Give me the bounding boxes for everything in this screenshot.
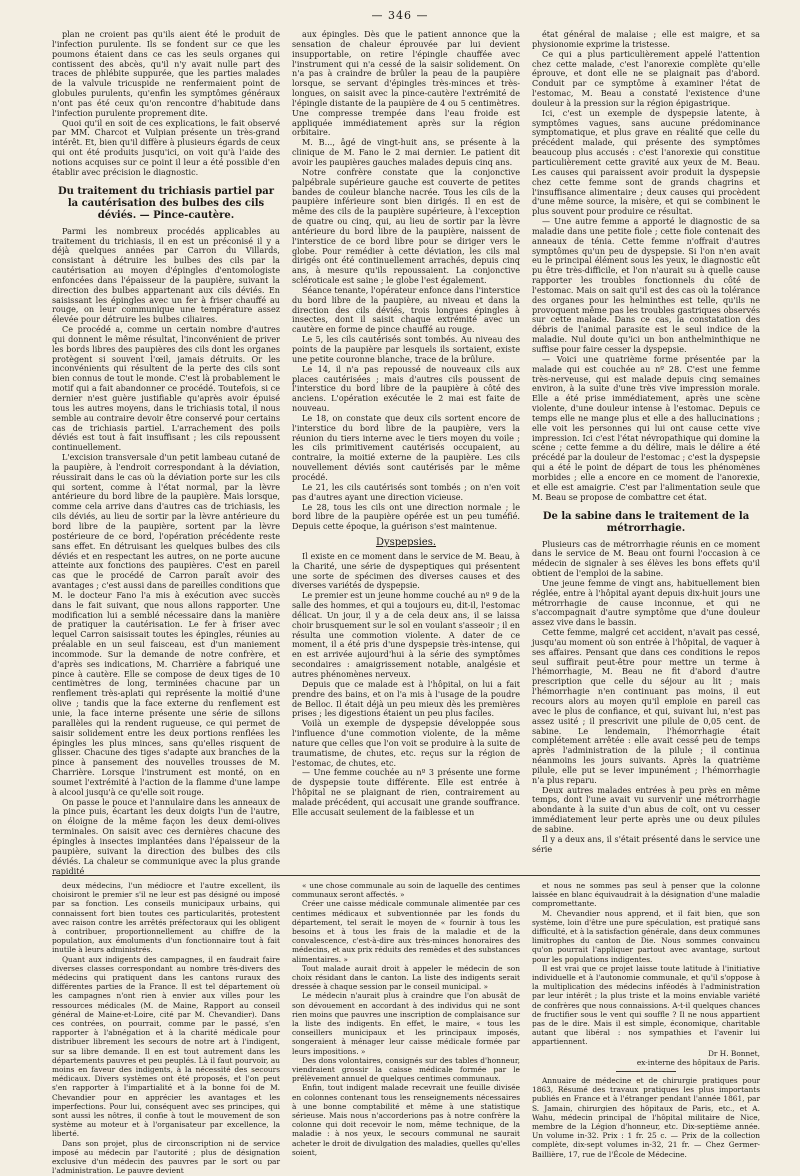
paragraph: Le 18, on constate que deux cils sortent encore de l'interstice du bord libre de la paupière, vers la réunion du tiers interne avec le tiers moyen du voile ; les cils primitivement cautérisés occupaient, au contraire, la moitié externe de la paupière. Les cils nouvellement déviés sont cautérisés par le même procédé. (292, 412, 520, 482)
paragraph: M. Chevandier nous apprend, et il fait bien, que son système, loin d'être une pure spéculation, est pratiqué sans difficulté, et à la satisfaction générale, dans deux communes limitrophes du canton de Die. Nous sommes convaincu qu'on pourrait l'appliquer partout avec avantage, surtout pour les populations indigentes. (532, 908, 760, 964)
paragraph: L'excision transversale d'un petit lambeau cutané de la paupière, à l'endroit correspondant à la déviation, réussirait dans le cas où la déviation porte sur les cils qui sortent, comme à l'état normal, par la lèvre antérieure du bord libre de la paupière. Mais lorsque, comme cela arrive dans d'autres cas de trichiasis, les cils déviés, au lieu de sortir par la lèvre antérieure du bord libre de la paupière, sortent par la lèvre postérieure de ce bord, l'opération précédente reste sans effet. En détruisant les quelques bulbes des cils déviés et en respectant les autres, on ne porte aucune atteinte aux fonctions des paupières. C'est en pareil cas que le procédé de Carron paraît avoir des avantages ; c'est aussi dans de pareilles conditions que M. le docteur Fano l'a mis à exécution avec succès dans le fait suivant, que nous allons rapporter. Une modification lui a semblé nécessaire dans la manière de pratiquer la cautérisation. Le fer à friser avec lequel Carron saisissait toutes les épingles, réunies au préalable en un seul faisceau, est d'un maniement incommode. Sur la demande de notre confrère, et d'après ses indications, M. Charrière a fabriqué une pince à cautère. Elle se compose de deux tiges de 10 centimètres de long, terminées chacune par un renflement très-aplati qui représente la moitié d'une olive ; tandis que la face externe du renflement est unie, la face interne présente une série de sillons parallèles qui la rendent rugueuse, ce qui permet de saisir solidement entre les deux portions renflées les épingles les plus minces, sans qu'elles risquent de glisser. Chacune des tiges s'adapte aux branches de la pince à pansement des nouvelles trousses de M. Charrière. Lorsque l'instrument est monté, on en soumet l'extrémité à l'action de la flamme d'une lampe à alcool jusqu'à ce qu'elle soit rouge. (52, 452, 280, 797)
column-right (532, 30, 760, 870)
paragraph: Notre confrère constate que la conjonctive palpébrale supérieure gauche est couverte de petites bandes de couleur blanche nacrée. Tous les cils de la paupière inférieure sont bien dirigés. Il en est de même des cils de la paupière supérieure, à l'exception de quatre ou cinq, qui, au lieu de sortir par la lèvre antérieure du bord libre de la paupière, naissent de l'interstice de ce bord libre pour se diriger vers le globe. Pour remédier à cette déviation, les cils mal dirigés ont été continuellement arrachés, depuis cinq ans, à mesure qu'ils repoussaient. La conjonctive scléroticale est saine ; le globe l'est également. (292, 166, 520, 286)
section-heading-sabine: De la sabine dans le traitement de la métrorrhagie. (542, 510, 750, 534)
paragraph: Depuis que ce malade est à l'hôpital, on lui a fait prendre des bains, et on l'a mis à l'usage de la poudre de Belloc. Il était déjà un peu mieux dès les premières prises ; les digestions étaient un peu plus faciles. (292, 678, 520, 719)
paragraph: Dans son projet, plus de circonscription ni de service imposé au médecin par l'autorité ; plus de désignation exclusive d'un médecin des pauvres par le sort ou par l'administration. Le pauvre devient (52, 1138, 280, 1176)
paragraph: Il y a deux ans, il s'était présenté dans le service une série (532, 833, 760, 854)
book-notice: Annuaire de médecine et de chirurgie pratiques pour 1863, Résumé des travaux pratiques les plus importants publiés en France et à l'étranger pendant l'année 1861, par S. Jamain, chirurgien des hôpitaux de Paris, etc., et A. Wahu, médecin principal de l'hôpital militaire de Nice, membre de la Légion d'honneur, etc. Dix-septième année. Un volume in-32. Prix : 1 fr. 25 c. — Prix de la collection complète, dix-sept volumes in-32, 21 fr. — Chez Germer-Baillière, 17, rue de l'École de Médecine. (532, 1076, 760, 1159)
paragraph: Le 28, tous les cils ont une direction normale ; le bord libre de la paupière opérée est un peu tuméfié. Depuis cette époque, la guérison s'est maintenue. (292, 501, 520, 532)
paragraph: Tout malade aurait droit à appeler le médecin de son choix résidant dans le canton. La liste des indigents serait dressée à chaque session par le conseil municipal. » (292, 963, 520, 992)
notice-divider (616, 1071, 676, 1072)
paragraph: Ici, c'est un exemple de dyspepsie latente, à symptômes vagues, sans aucune prédominance symptomatique, et plus grave en réalité que celle du précédent malade, qui présente des symptômes beaucoup plus accusés : c'est l'anorexie qui constitue particulièrement cette gravité aux yeux de M. Beau. Les causes qui paraissent avoir produit la dyspepsie chez cette femme sont de grands chagrins et l'insuffisance alimentaire ; deux causes qui procèdent d'une même source, la misère, et qui se combinent le plus souvent pour produire ce résultat. (532, 107, 760, 217)
feuilleton-column-middle (292, 881, 520, 1157)
paragraph: Ce qui a plus particulièrement appelé l'attention chez cette malade, c'est l'anorexie complète qu'elle éprouve, et dont elle ne se plaignait pas d'abord. Conduit par ce symptôme à examiner l'état de l'estomac, M. Beau a constaté l'existence d'une douleur à la pression sur la région épigastrique. (532, 48, 760, 108)
paragraph: Des dons volontaires, consignés sur des tables d'honneur, viendraient grossir la caisse médicale formée par le prélèvement annuel de quelques centimes communaux. (292, 1055, 520, 1084)
paragraph: — Une femme couchée au nº 3 présente une forme de dyspepsie toute différente. Elle est entrée à l'hôpital ne se plaignant de rien, contrairement au malade précédent, qui accusait une grande souffrance. Elle accusait seulement de la faiblesse et un (292, 767, 520, 817)
paragraph: Plusieurs cas de métrorrhagie réunis en ce moment dans le service de M. Beau ont fourni l'occasion à ce médecin de signaler à ses élèves les bons effets qu'il obtient de l'emploi de la sabine. (532, 538, 760, 579)
paragraph: Créer une caisse médicale communale alimentée par ces centimes médicaux et subventionnée par les fonds du département, tel serait le moyen de « fournir à tous les besoins et à tous les frais de la maladie et de la convalescence, c'est-à-dire aux très-minces honoraires des médecins, et aux prix réduits des remèdes et des substances alimentaires. » (292, 899, 520, 964)
paragraph: Il est vrai que ce projet laisse toute latitude à l'initiative individuelle et à l'autonomie communale, et qu'il s'oppose à la multiplication des médecins inféodés à l'administration par leur intérêt ; la plus triste et la moins enviable variété de confrères que nous connaissions. A-t-il quelques chances de fructifier sous le vent qui souffle ? Il ne nous appartient pas de le dire. Mais il est simple, économique, charitable autant que libéral : nos sympathies et l'avenir lui appartiennent. (532, 963, 760, 1047)
paragraph: plan ne croient pas qu'ils aient été le produit de l'infection purulente. Ils se fondent sur ce que les poumons étaient dans ce cas les seuls organes qui contissent des abcès, qu'il n'y avait nulle part des traces de phlébite suppurée, que les parties malades de la valvule tricuspide ne renfermaient point de globules purulents, qu'enfin les symptômes généraux n'ont pas été ceux qu'on rencontre d'habitude dans l'infection purulente proprement dite. (52, 29, 280, 118)
paragraph: Quant aux indigents des campagnes, il en faudrait faire diverses classes correspondant au nombre très-divers des médecins qui pratiquent dans les cantons ruraux des différentes parties de la France. Il est tel département où les campagnes n'ont rien à envier aux villes pour les ressources médicales (M. de Maine, Rapport au conseil général de Maine-et-Loire, cité par M. Chevandier). Dans ces contrées, on pourrait, comme par le passé, s'en rapporter à l'abnégation et à la charité médicale pour distribuer librement les secours de notre art à l'indigent, sur sa libre demande. Il en est tout autrement dans les départements pauvres et peu peuplés. Là il faut pourvoir, au moins en faveur des indigents, à la nécessité des secours médicaux. Divers systèmes ont été proposés, et l'on peut s'en rapporter à l'impartialité et à la bonne foi de M. Chevandier pour en apprécier les avantages et les imperfections. Pour lui, conséquent avec ses principes, qui sont aussi les nôtres, il confie à tout le mouvement de son système au moteur et à l'organisateur par excellence, la liberté. (52, 954, 280, 1139)
paragraph: « une chose communale au soin de laquelle des centimes communaux seront affectés. » (292, 881, 520, 900)
paragraph: Parmi les nombreux procédés applicables au traitement du trichiasis, il en est un préconisé il y a déjà quelques années par Carron du Villards, consistant à détruire les bulbes des cils par la cautérisation au moyen d'épingles d'entomologiste enfoncées dans l'épaisseur de la paupière, suivant la direction des bulbes appartenant aux cils déviés. En saisissant les épingles avec un fer à friser chauffé au rouge, on leur communique une température assez élevée pour détruire les bulbes ciliaires. (52, 225, 280, 325)
paragraph: — Voici une quatrième forme présentée par la malade qui est couchée au nº 28. C'est une femme très-nerveuse, qui est malade depuis cinq semaines environ, à la suite d'une très vive impression morale. Elle a été prise immédiatement, après une scène violente, d'une douleur intense à l'estomac. Depuis ce temps elle ne mange plus et elle a des hallucinations ; elle voit les personnes qui lui ont cause cette vive impression. Ici c'est l'état névropathique qui domine la scène ; cette femme a du délire, mais le délire a été précédé par la douleur de l'estomac ; c'est la dyspepsie qui a été le point de départ de tous les phénomènes morbides ; elle a encore en ce moment de l'anorexie, et elle est amaigrie. C'est par l'alimentation seule que M. Beau se propose de combattre cet état. (532, 353, 760, 502)
paragraph: Il existe en ce moment dans le service de M. Beau, à la Charité, une série de dyspeptiques qui présentent une sorte de spécimen des diverses causes et des diverses variétés de dyspepsie. (292, 550, 520, 591)
column-middle (292, 30, 520, 870)
paragraph: On passe le pouce et l'annulaire dans les anneaux de la pince puis, écartant les deux doigts l'un de l'autre, on éloigne de la même façon les deux demi-olives terminales. On saisit avec ces dernières chacune des épingles à insectes implantées dans l'épaisseur de la paupière, suivant la direction des bulbes des cils déviés. La chaleur se communique avec la plus grande rapidité (52, 796, 280, 876)
signature (532, 1049, 760, 1067)
paragraph: état général de malaise ; elle est maigre, et sa physionomie exprime la tristesse. (532, 29, 760, 49)
paragraph: Une jeune femme de vingt ans, habituellement bien réglée, entre à l'hôpital ayant depuis dix-huit jours une métrorrhagie de cause inconnue, et qui ne s'accompagnait d'autre symptôme que d'une douleur assez vive dans le bassin. (532, 577, 760, 628)
page-number: — 346 — (371, 9, 429, 22)
feuilleton-column-right (532, 881, 760, 1159)
paragraph: deux médecins, l'un médiocre et l'autre excellent, ils choisiront le premier s'il ne leur est pas désigné ou imposé par sa fonction. Les conseils municipaux urbains, qui connaissent fort bien toutes ces particularités, protestent avec raison contre les arrêtés préfectoraux qui les obligent à contribuer, proportionnellement au chiffre de la population, aux émoluments d'un fonctionnaire tout à fait inutile à leurs administrés. (52, 881, 280, 955)
paragraph: et nous ne sommes pas seul à penser que la colonne laissée en blanc équivaudrait à la désignation d'une maladie compromettante. (532, 881, 760, 909)
section-heading-dyspepsies: Dyspepsies. (375, 537, 437, 549)
feuilleton-divider (52, 875, 760, 876)
column-left (52, 29, 280, 876)
paragraph: Le 21, les cils cautérisés sont tombés ; on n'en voit pas d'autres ayant une direction vicieuse. (292, 481, 520, 502)
paragraph: Séance tenante, l'opérateur enfonce dans l'interstice du bord libre de la paupière, au niveau et dans la direction des cils déviés, trois longues épingles à insectes, dont il saisit chaque extrémité avec un cautère en forme de pince chauffé au rouge. (292, 284, 520, 335)
signature-title: ex-interne des hôpitaux de Paris. (636, 1057, 760, 1067)
feuilleton-column-left (52, 881, 280, 1176)
paragraph: Quoi qu'il en soit de ces explications, le fait observé par MM. Charcot et Vulpian présente un très-grand intérêt. Et, bien qu'il diffère à plusieurs égards de ceux qui ont été produits jusqu'ici, on voit qu'à l'aide des notions acquises sur ce point il leur a été possible d'en établir avec précision le diagnostic. (52, 117, 280, 177)
paragraph: M. B..., âgé de vingt-huit ans, se présente à la clinique de M. Fano le 2 mai dernier. Le patient dit avoir les paupières gauches malades depuis cinq ans. (292, 137, 520, 167)
paragraph: — Une autre femme a apporté le diagnostic de sa maladie dans une petite fiole ; cette fiole contenait des anneaux de ténia. Cette femme n'offrait d'autres symptômes qu'un peu de dyspepsie. Si l'on n'en avait eu le principal élément sous les yeux, le diagnostic eût pu être très-difficile, et l'on n'aurait su à quelle cause rapporter les troubles fonctionnels du côté de l'estomac. Mais on sait qu'il est des cas où la tolérance des organes pour les helminthes est telle, qu'ils ne provoquent même pas les troubles gastriques observés sur cette malade. Dans ce cas, la constatation des débris de l'animal parasite est le seul indice de la maladie. Nul doute qu'ici un bon anthelminthique ne suffise pour faire cesser la dyspepsie. (532, 216, 760, 354)
paragraph: Deux autres malades entrées à peu près en même temps, dont l'une avait vu survenir une métrorrhagie abondante à la suite d'un abus de coït, ont vu cesser immédiatement leur perte après une ou deux pilules de sabine. (532, 784, 760, 834)
paragraph: Le médecin n'aurait plus à craindre que l'on abusât de son dévouement en accordant à des individus qui ne sont rien moins que pauvres une inscription de complaisance sur la liste des indigents. En effet, le maire, « tous les conseillers municipaux et les principaux imposés, songeraient à ménager leur caisse médicale formée par leurs impositions. » (292, 991, 520, 1056)
paragraph: Le 14, il n'a pas repoussé de nouveaux cils aux places cautérisées ; mais d'autres cils poussent de l'interstice du bord libre de la paupière à côté des anciens. L'opération exécutée le 2 mai est faite de nouveau. (292, 363, 520, 414)
section-heading-trichiasis: Du traitement du trichiasis partiel par la cautérisation des bulbes des cils déviés. — Pince-cautère. (57, 185, 275, 221)
paragraph: Ce procédé a, comme un certain nombre d'autres qui donnent le même résultat, l'inconvénient de priver les bords libres des paupières des cils dont les organes protègent si souvent l'œil, jamais détruits. Or les inconvénients qui résultent de la perte des cils sont bien connus de tout le monde. C'est là probablement le motif qui a fait abandonner ce procédé. Toutefois, si ce dernier n'est guère justifiable qu'après avoir épuisé tous les autres moyens, dans le trichiasis total, il nous semble au contraire devoir être conservé pour certains cas de trichiasis partiel. L'arrachement des poils déviés est tout à fait insuffisant ; les cils repoussent continuellement. (52, 324, 280, 453)
signature-name: Dr H. Bonnet, (707, 1048, 760, 1058)
paragraph: Cette femme, malgré cet accident, n'avait pas cessé, jusqu'au moment où son entrée à l'hôpital, de vaquer à ses affaires. Pensant que dans ces conditions le repos seul suffirait peut-être pour mettre un terme à l'hémorrhagie, M. Beau ne fit d'abord d'autre prescription que celle du séjour au lit ; mais l'hémorrhagie n'en continuant pas moins, il eut recours alors au moyen qu'il emploie en pareil cas avec le plus de confiance, et qui, suivant lui, n'est pas assez usité ; il prescrivit une pilule de 0,05 cent. de sabine. Le lendemain, l'hémorrhagie était complétement arrêtée : elle avait cessé peu de temps après l'administration de la pilule ; il continua néanmoins les jours suivants. Après la quatrième pilule, elle put se lever impunément ; l'hémorrhagie n'a plus reparu. (532, 627, 760, 785)
paragraph: Le 5, les cils cautérisés sont tombés. Au niveau des points de la paupière par lesquels ils sortaient, existe une petite couronne blanche, trace de la brûlure. (292, 334, 520, 364)
paragraph: Voilà un exemple de dyspepsie développée sous l'influence d'une commotion violente, de la même nature que celles que l'on voit se produire à la suite de traumatisme, de chutes, etc. reçus sur la région de l'estomac, de chutes, etc. (292, 718, 520, 768)
paragraph: Enfin, tout indigent malade recevrait une feuille divisée en colonnes contenant tous les renseignements nécessaires à une bonne comptabilité et même à une statistique sérieuse. Mais nous n'accorderions pas à notre confrère la colonne qui doit recevoir le nom, même technique, de la maladie : à nos yeux, le secours communal ne saurait acheter le droit de divulgation des maladies, quelles qu'elles soient, (292, 1083, 520, 1157)
paragraph: aux épingles. Dès que le patient annonce que la sensation de chaleur éprouvée par lui devient insupportable, on retire l'épingle chauffée avec l'instrument qui n'a cessé de la saisir solidement. On n'a pas à craindre de brûler la peau de la paupière lorsque, se servant d'épingles très-minces et très-longues, on saisit avec la pince-cautère l'extrémité de l'épingle distante de la paupière de 4 ou 5 centimètres. Une compresse trempée dans l'eau froide est appliquée immédiatement après sur la région orbitaire. (292, 29, 520, 138)
paragraph: Le premier est un jeune homme couché au nº 9 de la salle des hommes, et qui a toujours eu, dit-il, l'estomac délicat. Un jour, il y a de cela deux ans, il se laissa choir brusquement sur le sol en voulant s'asseoir ; il en résulta une commotion violente. A dater de ce moment, il a été pris d'une dyspepsie très-intense, qui en est arrivée aujourd'hui à la série des symptômes secondaires : amaigrissement notable, analgésie et autres phénomènes nerveux. (292, 590, 520, 679)
